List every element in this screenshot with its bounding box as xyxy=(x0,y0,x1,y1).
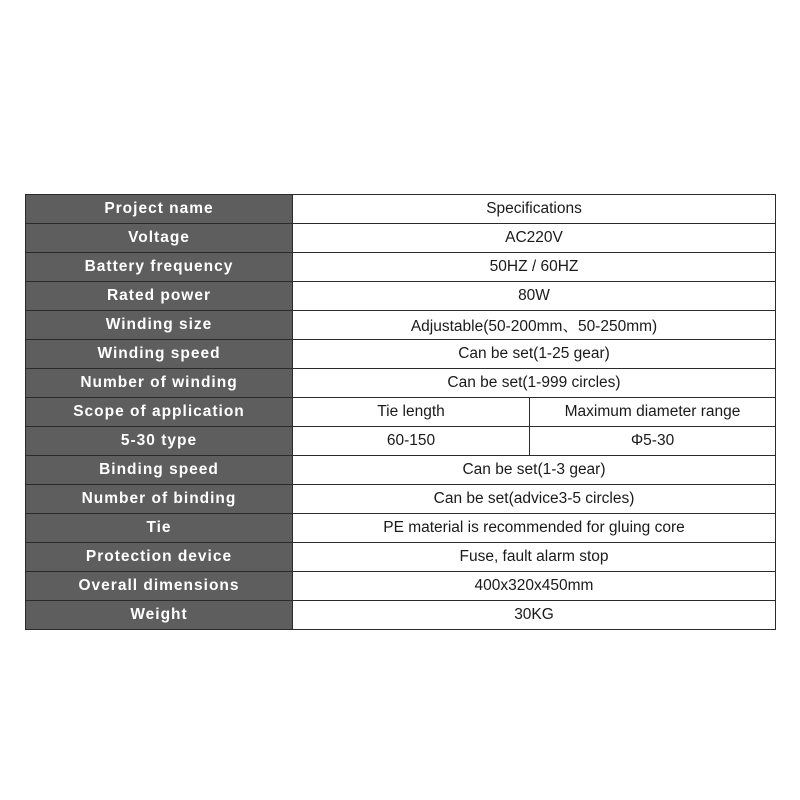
specifications-table xyxy=(25,194,776,630)
table-row xyxy=(26,311,776,340)
spec-value: PE material is recommended for gluing core xyxy=(293,514,776,543)
table-row xyxy=(26,398,776,427)
table-row xyxy=(26,514,776,543)
spec-value: Specifications xyxy=(293,195,776,224)
spec-value-right: Maximum diameter range xyxy=(530,398,776,427)
spec-value: Can be set(1-999 circles) xyxy=(293,369,776,398)
spec-label: Weight xyxy=(26,601,293,630)
spec-value: Can be set(advice3-5 circles) xyxy=(293,485,776,514)
spec-label: Project name xyxy=(26,195,293,224)
spec-label: Overall dimensions xyxy=(26,572,293,601)
spec-label: Protection device xyxy=(26,543,293,572)
table-row xyxy=(26,195,776,224)
spec-value: Fuse, fault alarm stop xyxy=(293,543,776,572)
table-row xyxy=(26,369,776,398)
spec-value: Can be set(1-3 gear) xyxy=(293,456,776,485)
spec-value: 30KG xyxy=(293,601,776,630)
spec-value: 400x320x450mm xyxy=(293,572,776,601)
spec-label: Battery frequency xyxy=(26,253,293,282)
spec-value-right: Φ5-30 xyxy=(530,427,776,456)
spec-label: 5-30 type xyxy=(26,427,293,456)
table-row xyxy=(26,456,776,485)
spec-label: Winding size xyxy=(26,311,293,340)
table-row xyxy=(26,543,776,572)
spec-label: Tie xyxy=(26,514,293,543)
spec-label: Winding speed xyxy=(26,340,293,369)
table-row xyxy=(26,572,776,601)
table-row xyxy=(26,340,776,369)
spec-value: 50HZ / 60HZ xyxy=(293,253,776,282)
spec-label: Number of winding xyxy=(26,369,293,398)
table-row xyxy=(26,485,776,514)
spec-label: Voltage xyxy=(26,224,293,253)
spec-value: AC220V xyxy=(293,224,776,253)
spec-label: Rated power xyxy=(26,282,293,311)
spec-value-left: Tie length xyxy=(293,398,530,427)
table-row xyxy=(26,282,776,311)
spec-label: Binding speed xyxy=(26,456,293,485)
spec-label: Scope of application xyxy=(26,398,293,427)
spec-value-left: 60-150 xyxy=(293,427,530,456)
table-row xyxy=(26,601,776,630)
spec-label: Number of binding xyxy=(26,485,293,514)
spec-value: 80W xyxy=(293,282,776,311)
table-row xyxy=(26,253,776,282)
spec-value: Adjustable(50-200mm、50-250mm) xyxy=(293,311,776,340)
spec-value: Can be set(1-25 gear) xyxy=(293,340,776,369)
table-row xyxy=(26,224,776,253)
table-row xyxy=(26,427,776,456)
